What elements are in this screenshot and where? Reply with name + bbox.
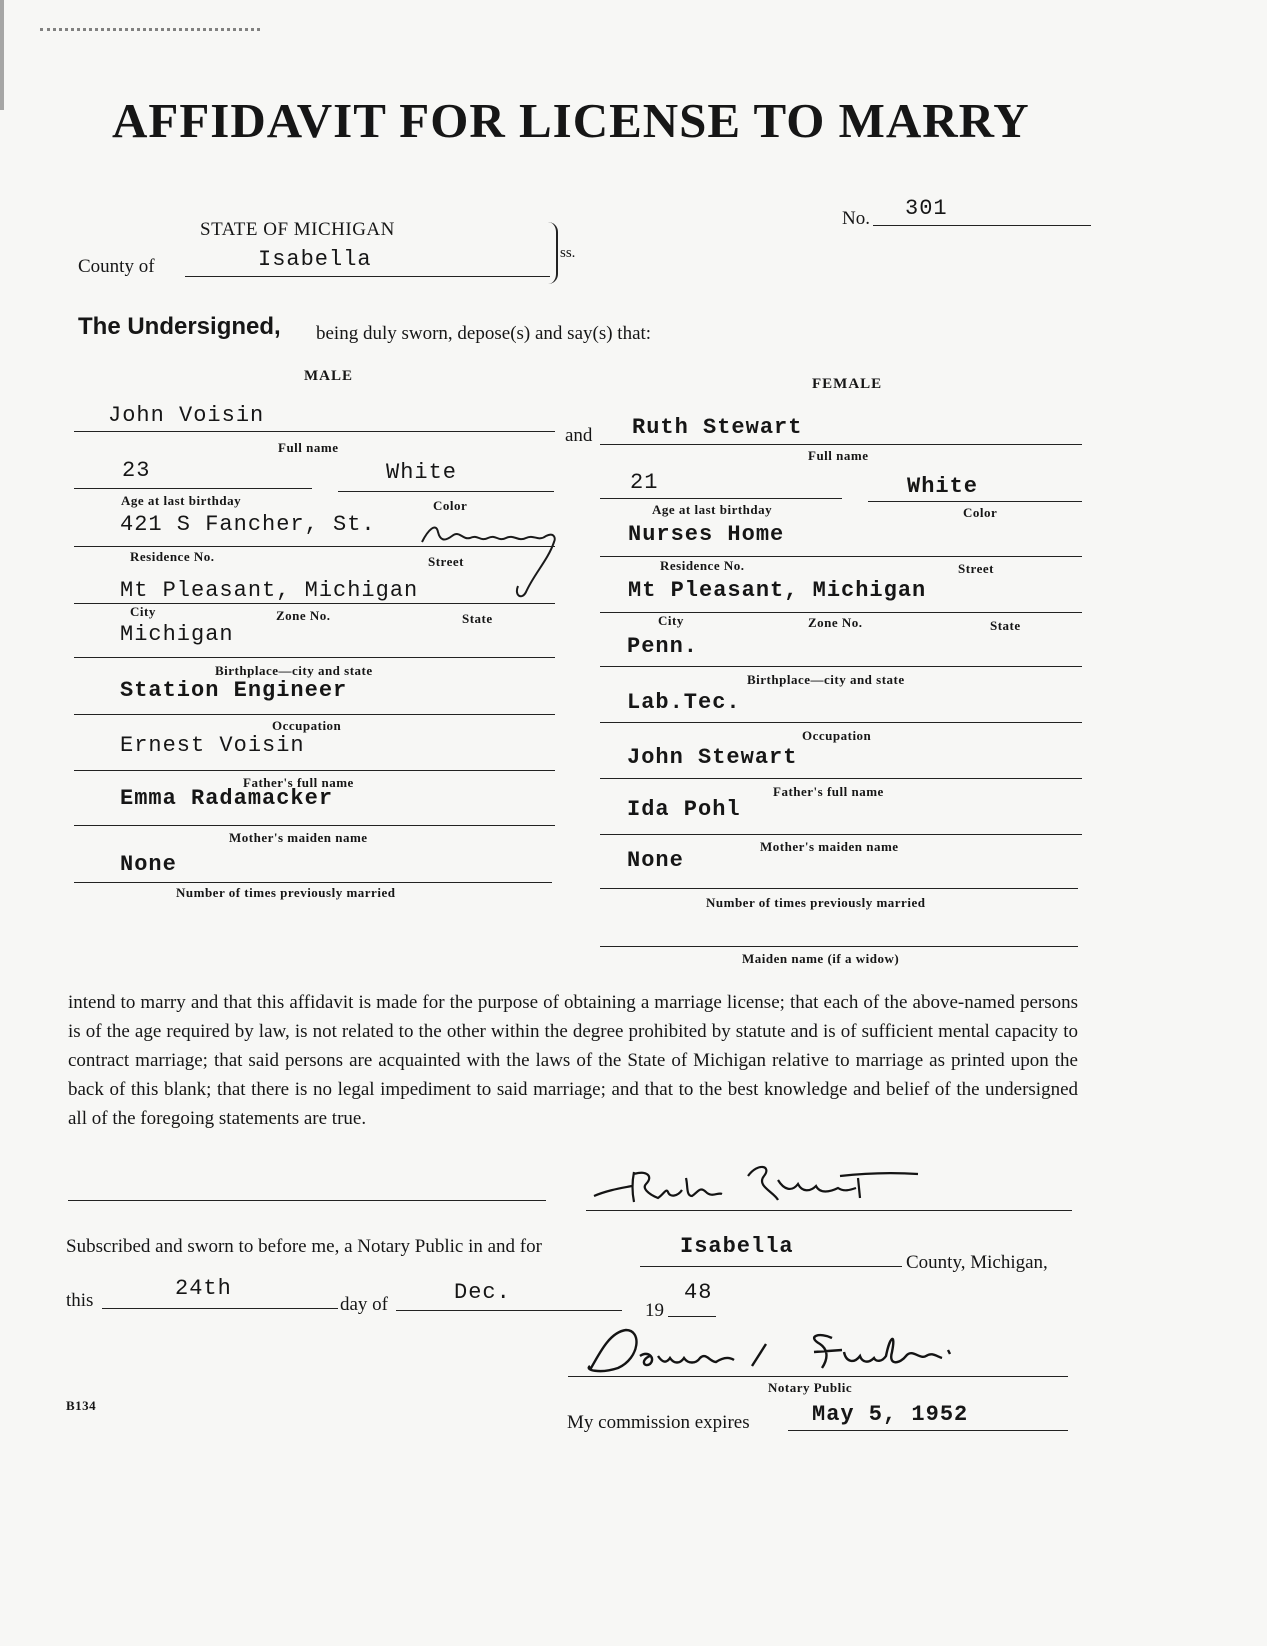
female-residence: Nurses Home [628,522,785,547]
number-label: No. [842,208,870,229]
female-street-label: Street [958,561,994,576]
male-street-label: Street [428,554,464,569]
male-mother-line [74,825,555,826]
and-label: and [565,425,593,446]
female-color: White [907,474,979,499]
scan-mark-left-edge [0,0,4,110]
male-signature-line [68,1200,546,1201]
commission-value: May 5, 1952 [812,1402,969,1427]
female-city-state: Mt Pleasant, Michigan [628,578,927,603]
male-birthplace-line [74,657,555,658]
male-birthplace: Michigan [120,622,234,647]
female-maiden-name-line [600,946,1078,947]
form-code: B134 [66,1398,97,1413]
female-birthplace: Penn. [627,634,699,659]
affidavit-statement: intend to marry and that this affidavit is made for the purpose of obtaining a marriage license; that each of the above-named persons is of the age required by law, is not related to the other within the degree prohibited by statute and is of sufficient mental capacity to contract marriage; that said persons are acquainted with the laws of the State of Michigan relative to marriage as printed upon the back of this blank; that there is no legal impediment to said marriage; and that to the best knowledge and belief of the undersigned all of the foregoing statements are true. [68,992,1078,1129]
female-state-label: State [990,618,1021,633]
female-signature [588,1152,928,1218]
commission-line [788,1430,1068,1431]
female-zone-label: Zone No. [808,615,863,630]
notary-signature [570,1322,990,1380]
male-state-label: State [462,611,493,626]
ruth-stewart-signature-icon [588,1152,928,1218]
notary-month-line [396,1310,622,1311]
female-times-married-label: Number of times previously married [706,895,926,910]
male-mother-label: Mother's maiden name [229,830,368,845]
male-occupation-line [74,714,555,715]
undersigned-rest: being duly sworn, depose(s) and say(s) that: [316,323,652,344]
male-mother: Emma Radamacker [120,786,334,811]
notary-year-value: 48 [684,1280,713,1305]
female-age-label: Age at last birthday [652,502,773,517]
county-value: Isabella [258,247,372,272]
male-residence-line [74,546,555,547]
notary-month-value: Dec. [454,1280,511,1305]
county-line [185,276,550,277]
female-full-name-label: Full name [808,448,869,463]
scan-mark [40,28,260,35]
male-color: White [386,460,458,485]
number-value: 301 [905,196,948,221]
male-full-name-line [74,431,555,432]
male-heading: MALE [304,368,353,384]
female-age: 21 [630,470,659,495]
notary-this-label: this [66,1290,94,1311]
female-residence-line [600,556,1082,557]
male-father-label: Father's full name [243,775,354,790]
male-residence-label: Residence No. [130,549,215,564]
male-city-state: Mt Pleasant, Michigan [120,578,419,603]
female-times-married-line [600,888,1078,889]
female-occupation-line [600,722,1082,723]
female-heading: FEMALE [812,376,883,392]
female-city-label: City [658,613,684,628]
male-occupation: Station Engineer [120,678,348,703]
notary-year-prefix: 19 [645,1300,664,1321]
notary-county-line [640,1266,902,1267]
male-times-married-line [74,882,552,883]
male-residence: 421 S Fancher, St. [120,512,376,537]
male-zone-label: Zone No. [276,608,331,623]
female-father-line [600,778,1082,779]
male-birthplace-label: Birthplace—city and state [215,663,373,678]
number-line [873,225,1091,226]
notary-day-line [102,1308,338,1309]
notary-signature-line [568,1376,1068,1377]
female-mother: Ida Pohl [627,797,741,822]
notary-county-suffix: County, Michigan, [906,1252,1048,1273]
female-full-name: Ruth Stewart [632,415,803,440]
brace-mark [548,222,558,284]
notary-day-of-label: day of [340,1294,389,1315]
female-mother-line [600,834,1082,835]
female-residence-label: Residence No. [660,558,745,573]
male-full-name: John Voisin [108,403,265,428]
female-occupation-label: Occupation [802,728,872,743]
female-birthplace-line [600,666,1082,667]
male-age-label: Age at last birthday [121,493,242,508]
notary-public-label: Notary Public [768,1380,853,1395]
county-label: County of [78,256,155,277]
male-full-name-label: Full name [278,440,339,455]
notary-year-line [668,1316,716,1317]
female-mother-label: Mother's maiden name [760,839,899,854]
female-occupation: Lab.Tec. [627,690,741,715]
male-father: Ernest Voisin [120,733,305,758]
male-times-married: None [120,852,177,877]
ss-label: ss. [560,245,576,261]
female-father-label: Father's full name [773,784,884,799]
female-color-line [868,501,1082,502]
donna-fuller-signature-icon [570,1322,990,1380]
commission-label: My commission expires [567,1412,750,1433]
male-color-line [338,491,554,492]
female-age-line [600,498,842,499]
notary-day-value: 24th [175,1276,232,1301]
female-color-label: Color [963,505,998,520]
document-title: AFFIDAVIT FOR LICENSE TO MARRY [112,93,1030,148]
male-age: 23 [122,458,151,483]
undersigned-lead: The Undersigned, [78,313,281,340]
male-city-label: City [130,604,156,619]
female-full-name-line [600,444,1082,445]
female-father: John Stewart [627,745,798,770]
male-times-married-label: Number of times previously married [176,885,396,900]
female-maiden-name-label: Maiden name (if a widow) [742,951,900,966]
male-father-line [74,770,555,771]
notary-subscribed-label: Subscribed and sworn to before me, a Notary Public in and for [66,1236,542,1257]
male-occupation-label: Occupation [272,718,342,733]
state-label: STATE OF MICHIGAN [200,219,395,240]
male-color-label: Color [433,498,468,513]
male-age-line [74,488,312,489]
notary-county-value: Isabella [680,1234,794,1259]
female-times-married: None [627,848,684,873]
female-birthplace-label: Birthplace—city and state [747,672,905,687]
